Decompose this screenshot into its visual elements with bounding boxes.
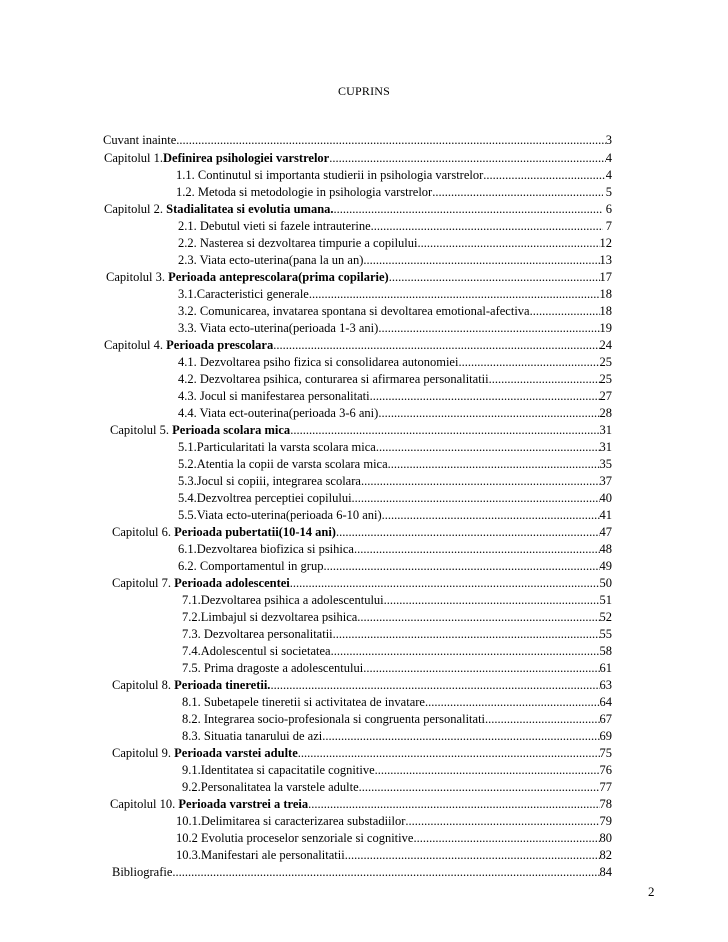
toc-entry-page: 49 [599, 559, 612, 573]
toc-dot-leader [425, 695, 600, 710]
toc-chapter-title: Stadialitatea si evolutia umana. [166, 202, 334, 216]
toc-entry-page: 18 [599, 304, 612, 318]
toc-entry [182, 642, 612, 659]
toc-entry-page: 18 [599, 287, 612, 301]
toc-dot-leader [298, 746, 600, 761]
toc-dot-leader [384, 593, 600, 608]
toc-entry-prefix: 2.3. Viata ecto-uterina(pana la un an) [178, 253, 364, 267]
toc-dot-leader [322, 729, 599, 744]
toc-entry-prefix: Capitolul 7. [112, 576, 175, 590]
toc-entry [182, 591, 612, 608]
toc-entry [178, 353, 612, 370]
toc-entry-label [112, 678, 270, 693]
toc-entry-label [178, 542, 354, 557]
toc-entry-prefix: 1.2. Metoda si metodologie in psihologia varstrelor [176, 185, 433, 199]
toc-entry-prefix: 4.4. Viata ect-outerina(perioada 3-6 ani) [178, 406, 379, 420]
toc-entry [182, 693, 612, 710]
toc-chapter-title: Perioada varstei adulte [174, 746, 298, 760]
toc-dot-leader [309, 287, 600, 302]
toc-dot-leader [172, 865, 599, 880]
toc-entry [178, 234, 612, 251]
toc-chapter-title: Perioada scolara mica [172, 423, 291, 437]
toc-entry-label [178, 355, 458, 370]
toc-entry [104, 336, 612, 353]
toc-dot-leader [357, 610, 599, 625]
toc-dot-leader [530, 304, 600, 319]
toc-entry-page: 17 [599, 270, 612, 284]
toc-chapter-title: Perioada adolescentei [174, 576, 290, 590]
toc-entry-page: 64 [599, 695, 612, 709]
toc-entry-prefix: 7.4.Adolescentul si societatea [182, 644, 331, 658]
toc-entry [112, 676, 612, 693]
toc-dot-leader [382, 508, 600, 523]
toc-entry [112, 523, 612, 540]
toc-entry-page: 5 [602, 185, 612, 199]
toc-entry [106, 268, 612, 285]
toc-entry [182, 761, 612, 778]
toc-dot-leader [336, 525, 600, 540]
toc-entry [112, 574, 612, 591]
toc-dot-leader [308, 797, 599, 812]
toc-entry-page: 40 [599, 491, 612, 505]
toc-entry-prefix: 3.1.Caracteristici generale [178, 287, 309, 301]
toc-dot-leader [361, 474, 600, 489]
toc-dot-leader [375, 763, 600, 778]
toc-entry-prefix: 8.2. Integrarea socio-profesionala si congruenta personalitati [182, 712, 486, 726]
toc-entry [178, 540, 612, 557]
toc-entry [176, 183, 612, 200]
toc-entry-label [178, 389, 370, 404]
toc-dot-leader [273, 338, 599, 353]
toc-dot-leader [489, 372, 600, 387]
toc-entry-page: 12 [599, 236, 612, 250]
toc-entry-label [182, 780, 359, 795]
toc-entry-prefix: 7.5. Prima dragoste a adolescentului [182, 661, 364, 675]
toc-entry [178, 285, 612, 302]
toc-entry-page: 6 [602, 202, 612, 216]
toc-entry [178, 387, 612, 404]
toc-dot-leader [485, 712, 599, 727]
toc-entry [176, 812, 612, 829]
toc-dot-leader [378, 406, 599, 421]
toc-entry-page: 47 [599, 525, 612, 539]
toc-chapter-title: Perioada anteprescolara(prima copilarie) [168, 270, 389, 284]
toc-entry-label [103, 133, 176, 148]
toc-entry-label [176, 831, 413, 846]
toc-entry-label [182, 661, 363, 676]
toc-entry [178, 489, 612, 506]
toc-entry-label [176, 168, 483, 183]
toc-dot-leader [176, 133, 606, 148]
toc-entry-label [182, 644, 331, 659]
toc-entry-prefix: 7.3. Dezvoltarea personalitatii [182, 627, 333, 641]
toc-dot-leader [270, 678, 599, 693]
toc-dot-leader [345, 848, 600, 863]
toc-entry-label [178, 457, 388, 472]
toc-entry-label [112, 746, 298, 761]
toc-entry-label [182, 712, 485, 727]
toc-entry-page: 25 [599, 355, 612, 369]
toc-entry-page: 41 [599, 508, 612, 522]
toc-entry-prefix: 10.2 Evolutia proceselor senzoriale si cognitive [176, 831, 414, 845]
toc-title: CUPRINS [337, 84, 391, 98]
toc-chapter-title: Definirea psihologiei varstrelor [163, 151, 330, 165]
toc-dot-leader [458, 355, 599, 370]
toc-entry-prefix: 4.3. Jocul si manifestarea personalitati [178, 389, 370, 403]
toc-dot-leader [334, 202, 603, 217]
toc-entry-page: 75 [599, 746, 612, 760]
toc-entry-page: 37 [599, 474, 612, 488]
toc-entry-label [182, 729, 322, 744]
toc-entry-prefix: 5.1.Particularitati la varsta scolara mica [178, 440, 376, 454]
toc-entry-label [178, 321, 378, 336]
toc-entry-label [112, 576, 290, 591]
toc-entry [178, 557, 612, 574]
toc-entry-page: 84 [599, 865, 612, 879]
toc-entry-prefix: Capitolul 9. [112, 746, 175, 760]
toc-entry [104, 200, 612, 217]
toc-entry-prefix: 6.2. Comportamentul in grup [178, 559, 324, 573]
toc-entry-page: 27 [599, 389, 612, 403]
toc-entry-page: 61 [599, 661, 612, 675]
toc-dot-leader [418, 236, 600, 251]
toc-entry [176, 829, 612, 846]
toc-entry-page: 79 [599, 814, 612, 828]
toc-entry [176, 846, 612, 863]
toc-entry-prefix: Capitolul 2. [104, 202, 167, 216]
toc-dot-leader [388, 457, 600, 472]
toc-entry-prefix: Cuvant inainte [103, 133, 177, 147]
toc-entry-prefix: 2.2. Nasterea si dezvoltarea timpurie a copilului [178, 236, 418, 250]
toc-entry-label [178, 406, 378, 421]
toc-entry-prefix: Capitolul 4. [104, 338, 167, 352]
toc-dot-leader [363, 253, 599, 268]
toc-entry-page: 31 [599, 423, 612, 437]
toc-entry-label [112, 525, 336, 540]
toc-entry-page: 4 [605, 151, 612, 165]
toc-entry-page: 4 [605, 168, 612, 182]
toc-entry-label [182, 695, 425, 710]
toc-entry-page: 58 [599, 644, 612, 658]
toc-entry-prefix: 9.1.Identitatea si capacitatile cognitive [182, 763, 375, 777]
toc-entry [178, 217, 612, 234]
toc-entry [182, 778, 612, 795]
toc-chapter-title: Perioada varstrei a treia [178, 797, 309, 811]
toc-entry [178, 404, 612, 421]
toc-entry [182, 727, 612, 744]
toc-entry-prefix: 5.2.Atentia la copii de varsta scolara mica [178, 457, 388, 471]
toc-entry-page: 28 [599, 406, 612, 420]
toc-chapter-title: Perioada prescolara [166, 338, 274, 352]
toc-entry-label [178, 372, 489, 387]
toc-entry-label [178, 474, 361, 489]
toc-entry [112, 744, 612, 761]
toc-entry-page: 13 [599, 253, 612, 267]
toc-dot-leader [363, 661, 599, 676]
toc-entry-page: 55 [599, 627, 612, 641]
toc-entry [182, 608, 612, 625]
toc-entry [178, 506, 612, 523]
toc-entry-label [178, 559, 323, 574]
toc-entry-page: 3 [605, 133, 612, 147]
toc-entry-page: 48 [599, 542, 612, 556]
toc-entry-prefix: 8.3. Situatia tanarului de azi [182, 729, 323, 743]
toc-dot-leader [371, 219, 603, 234]
toc-entry-label [178, 304, 530, 319]
toc-entry-label [182, 610, 357, 625]
toc-dot-leader [359, 780, 600, 795]
toc-entry [178, 472, 612, 489]
toc-chapter-title: Perioada tineretii. [174, 678, 271, 692]
toc-entry-prefix: 4.2. Dezvoltarea psihica, conturarea si afirmarea personalitatii [178, 372, 489, 386]
toc-entry-page: 69 [599, 729, 612, 743]
toc-entry-label [176, 814, 405, 829]
toc-entry-prefix: 7.2.Limbajul si dezvoltarea psihica [182, 610, 358, 624]
toc-entry-prefix: 5.4.Dezvoltrea perceptiei copilului [178, 491, 352, 505]
toc-dot-leader [376, 440, 600, 455]
toc-entry-label [106, 270, 389, 285]
toc-dot-leader [333, 627, 600, 642]
toc-entry-page: 76 [599, 763, 612, 777]
toc-entry-label [182, 593, 384, 608]
toc-entry [104, 149, 612, 166]
toc-entry-prefix: 10.1.Delimitarea si caracterizarea substadiilor [176, 814, 406, 828]
toc-entry-prefix: 3.2. Comunicarea, invatarea spontana si devoltarea emotional-afectiva [178, 304, 530, 318]
toc-entry-prefix: Capitolul 3. [106, 270, 169, 284]
toc-entry-label [110, 423, 290, 438]
toc-entry [178, 319, 612, 336]
toc-dot-leader [290, 423, 599, 438]
toc-entry-label [182, 763, 375, 778]
toc-entry [178, 370, 612, 387]
toc-entry [182, 710, 612, 727]
toc-entry [112, 863, 612, 880]
toc-entry-prefix: Capitolul 8. [112, 678, 175, 692]
toc-dot-leader [432, 185, 602, 200]
toc-entry-prefix: 8.1. Subetapele tineretii si activitatea de invatare [182, 695, 425, 709]
toc-dot-leader [352, 491, 600, 506]
toc-entry [103, 131, 612, 148]
toc-chapter-title: Perioada pubertatii(10-14 ani) [174, 525, 336, 539]
toc-entry-page: 63 [599, 678, 612, 692]
toc-entry-label [178, 440, 376, 455]
toc-entry-label [176, 848, 345, 863]
toc-entry-label [178, 508, 382, 523]
toc-entry-page: 31 [599, 440, 612, 454]
toc-dot-leader [370, 389, 600, 404]
toc-entry [178, 251, 612, 268]
toc-entry-page: 51 [599, 593, 612, 607]
toc-entry-prefix: 5.5.Viata ecto-uterina(perioada 6-10 ani) [178, 508, 382, 522]
toc-entry-prefix: Capitolul 1. [104, 151, 164, 165]
toc-dot-leader [290, 576, 600, 591]
toc-dot-leader [329, 151, 606, 166]
toc-dot-leader [354, 542, 600, 557]
toc-entry-page: 77 [599, 780, 612, 794]
toc-entry-prefix: Capitolul 5. [110, 423, 173, 437]
toc-dot-leader [331, 644, 600, 659]
toc-entry [176, 166, 612, 183]
page-number: 2 [648, 884, 655, 899]
toc-entry [182, 659, 612, 676]
toc-entry-label [178, 491, 352, 506]
toc-entry-page: 80 [599, 831, 612, 845]
toc-dot-leader [323, 559, 599, 574]
toc-entry-page: 24 [599, 338, 612, 352]
toc-entry-page: 78 [599, 797, 612, 811]
toc-entry-page: 82 [599, 848, 612, 862]
toc-entry-prefix: 5.3.Jocul si copiii, integrarea scolara [178, 474, 361, 488]
toc-entry [178, 438, 612, 455]
toc-entry-page: 25 [599, 372, 612, 386]
toc-dot-leader [413, 831, 599, 846]
toc-entry-label [178, 219, 371, 234]
toc-entry-label [112, 865, 172, 880]
toc-entry-prefix: 4.1. Dezvoltarea psiho fizica si consolidarea autonomiei [178, 355, 459, 369]
toc-dot-leader [483, 168, 605, 183]
toc-entry-page: 52 [599, 610, 612, 624]
toc-entry-prefix: 7.1.Dezvoltarea psihica a adolescentului [182, 593, 384, 607]
toc-entry-prefix: 10.3.Manifestari ale personalitatii [176, 848, 345, 862]
toc-dot-leader [389, 270, 600, 285]
toc-entry [110, 795, 612, 812]
toc-entry-prefix: Capitolul 10. [110, 797, 179, 811]
toc-entry-label [178, 287, 309, 302]
toc-entry-page: 50 [599, 576, 612, 590]
toc-entry [178, 302, 612, 319]
toc-entry [182, 625, 612, 642]
toc-entry-label [178, 253, 363, 268]
toc-entry-prefix: 6.1.Dezvoltarea biofizica si psihica [178, 542, 354, 556]
toc-dot-leader [378, 321, 599, 336]
toc-entry-prefix: 3.3. Viata ecto-uterina(perioada 1-3 ani) [178, 321, 379, 335]
toc-entry-page: 7 [602, 219, 612, 233]
toc-entry-prefix: 2.1. Debutul vieti si fazele intrauterine [178, 219, 371, 233]
toc-entry-prefix: 1.1. Continutul si importanta studierii in psihologia varstrelor [176, 168, 484, 182]
toc-entry-prefix: Bibliografie [112, 865, 173, 879]
toc-entry-prefix: 9.2.Personalitatea la varstele adulte [182, 780, 359, 794]
toc-entry-prefix: Capitolul 6. [112, 525, 175, 539]
toc-entry-label [110, 797, 308, 812]
toc-entry-label [176, 185, 432, 200]
toc-entry-label [178, 236, 418, 251]
toc-entry [110, 421, 612, 438]
toc-entry-label [104, 202, 334, 217]
toc-entry-page: 67 [599, 712, 612, 726]
toc-entry [178, 455, 612, 472]
toc-entry-label [182, 627, 333, 642]
toc-entry-label [104, 338, 273, 353]
toc-entry-label [104, 151, 329, 166]
toc-dot-leader [405, 814, 599, 829]
toc-entry-page: 19 [599, 321, 612, 335]
toc-entry-page: 35 [599, 457, 612, 471]
